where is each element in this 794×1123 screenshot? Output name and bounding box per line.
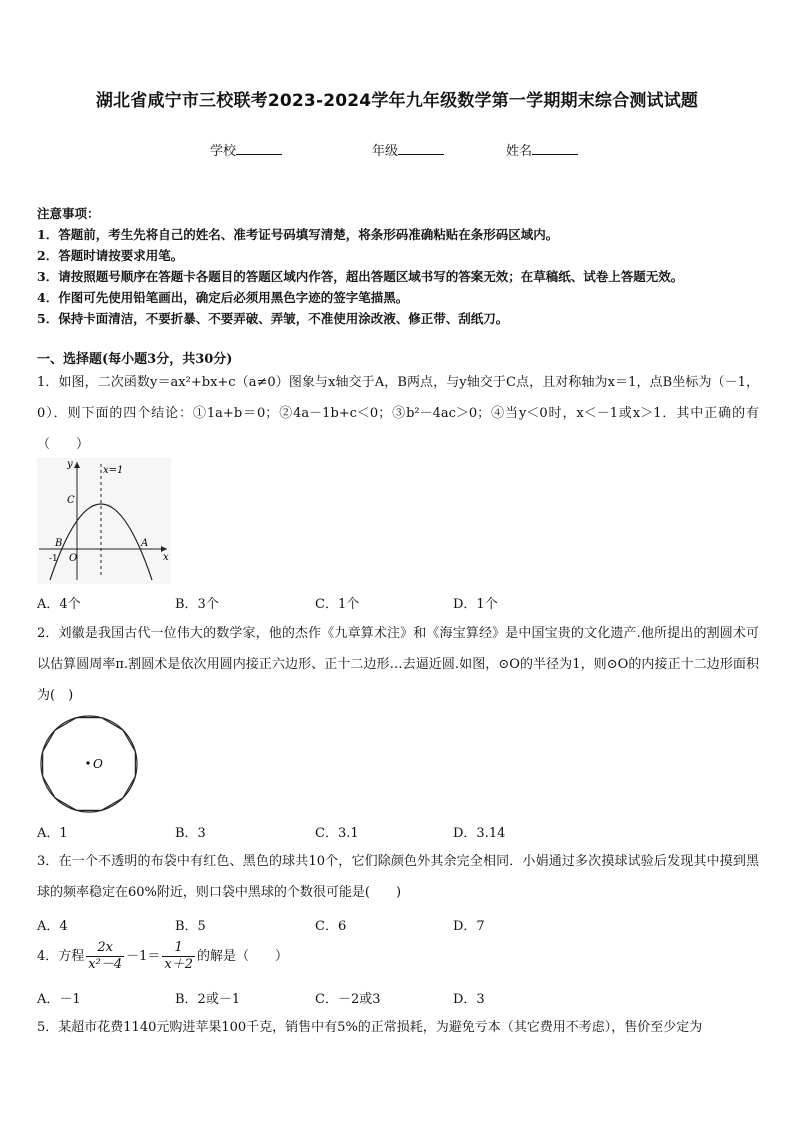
school-label: 学校: [210, 144, 237, 159]
option-d: D．7: [453, 919, 485, 934]
option-a: A．4个: [37, 597, 81, 612]
fraction-1: [86, 940, 124, 973]
option-c: C．－2或3: [315, 992, 381, 1007]
notes-block: [37, 203, 767, 329]
note-item: 1．答题前，考生先将自己的姓名、准考证号码填写清楚，将条形码准确粘贴在条形码区域内。: [37, 227, 559, 242]
option-a: A．－1: [37, 992, 81, 1007]
option-d: D．3: [453, 992, 485, 1007]
option-c: C．3.1: [315, 826, 359, 841]
question-1-text: 1．如图，二次函数y＝ax²+bx+c（a≠0）图象与x轴交于A，B两点，与y轴交于C点，且对称轴为x＝1，点B坐标为（－1，0）．则下面的四个结论：①1a+b＝0；②4a－1b+c＜0；③b²－4ac＞0；④当y＜0时，x＜－1或x＞1．其中正确的有（ ）: [37, 375, 759, 452]
school-field: [210, 140, 282, 159]
question-2-text: 2．刘徽是我国古代一位伟大的数学家，他的杰作《九章算术注》和《海宝算经》是中国宝贵的文化遗产.他所提出的割圆术可以估算圆周率π.割圆术是依次用圆内接正六边形、正十二边形…去逼近圆.如图，⊙O的半径为1，则⊙O的内接正十二边形面积为( ): [37, 626, 759, 703]
option-d: D．3.14: [453, 826, 506, 841]
origin-label: O: [69, 553, 78, 564]
page-title: 湖北省咸宁市三校联考2023-2024学年九年级数学第一学期期末综合测试试题: [95, 91, 699, 111]
option-b: B．5: [175, 919, 206, 934]
note-item: 4．作图可先使用铅笔画出，确定后必须用黑色字迹的签字笔描黑。: [37, 290, 409, 305]
note-item: 2．答题时请按要求用笔。: [37, 248, 184, 263]
y-axis-label: y: [67, 459, 73, 470]
q4-middle: －1＝: [126, 949, 161, 964]
q4-prefix: 4．方程: [37, 949, 85, 964]
option-c: C．6: [315, 919, 347, 934]
center-o-label: O: [93, 757, 103, 771]
notes-heading: 注意事项：: [37, 206, 100, 221]
q4-suffix: 的解是（ ）: [197, 949, 289, 964]
option-d: D．1个: [453, 597, 498, 612]
fraction-2-numerator: 1: [162, 940, 195, 957]
option-a: A．1: [37, 826, 68, 841]
option-a: A．4: [37, 919, 68, 934]
name-blank: [532, 142, 578, 155]
question-3-text: 3．在一个不透明的布袋中有红色、黑色的球共10个，它们除颜色外其余完全相同．小娟通过多次摸球试验后发现其中摸到黑球的频率稳定在60%附近，则口袋中黑球的个数很可能是( ): [37, 854, 759, 900]
option-c: C．1个: [315, 597, 360, 612]
point-a-label: A: [141, 538, 149, 549]
fraction-2: [162, 940, 195, 973]
question-4-text: [37, 940, 288, 973]
section-heading: 一、选择题(每小题3分，共30分): [37, 352, 233, 367]
school-blank: [236, 142, 282, 155]
fraction-2-denominator: x＋2: [164, 957, 193, 972]
point-b-label: B: [55, 538, 63, 549]
note-item: 3．请按照题号顺序在答题卡各题目的答题区域内作答，超出答题区域书写的答案无效；在草稿纸、试卷上答题无效。: [37, 269, 684, 284]
note-item: 5．保持卡面清洁，不要折暴、不要弄破、弄皱，不准使用涂改液、修正带、刮纸刀。: [37, 311, 509, 326]
point-c-label: C: [67, 495, 75, 506]
parabola-figure: [37, 458, 171, 584]
dodecagon-figure: [37, 712, 141, 816]
grade-label: 年级: [372, 144, 399, 159]
question-5-text: 5．某超市花费1140元购进苹果100千克，销售中有5%的正常损耗，为避免亏本（其它费用不考虑），售价至少定为: [37, 1020, 703, 1035]
grade-field: [372, 140, 444, 159]
neg-one-label: -1: [49, 554, 58, 564]
fraction-1-denominator: x²－4: [88, 957, 123, 972]
x-axis-label: x: [163, 552, 169, 563]
grade-blank: [398, 142, 444, 155]
name-label: 姓名: [506, 144, 533, 159]
option-b: B．3: [175, 826, 206, 841]
option-b: B．2或－1: [175, 992, 241, 1007]
symmetry-axis-label: x=1: [103, 465, 124, 476]
name-field: [506, 140, 578, 159]
option-b: B．3个: [175, 597, 219, 612]
fraction-1-numerator: 2x: [86, 940, 124, 957]
